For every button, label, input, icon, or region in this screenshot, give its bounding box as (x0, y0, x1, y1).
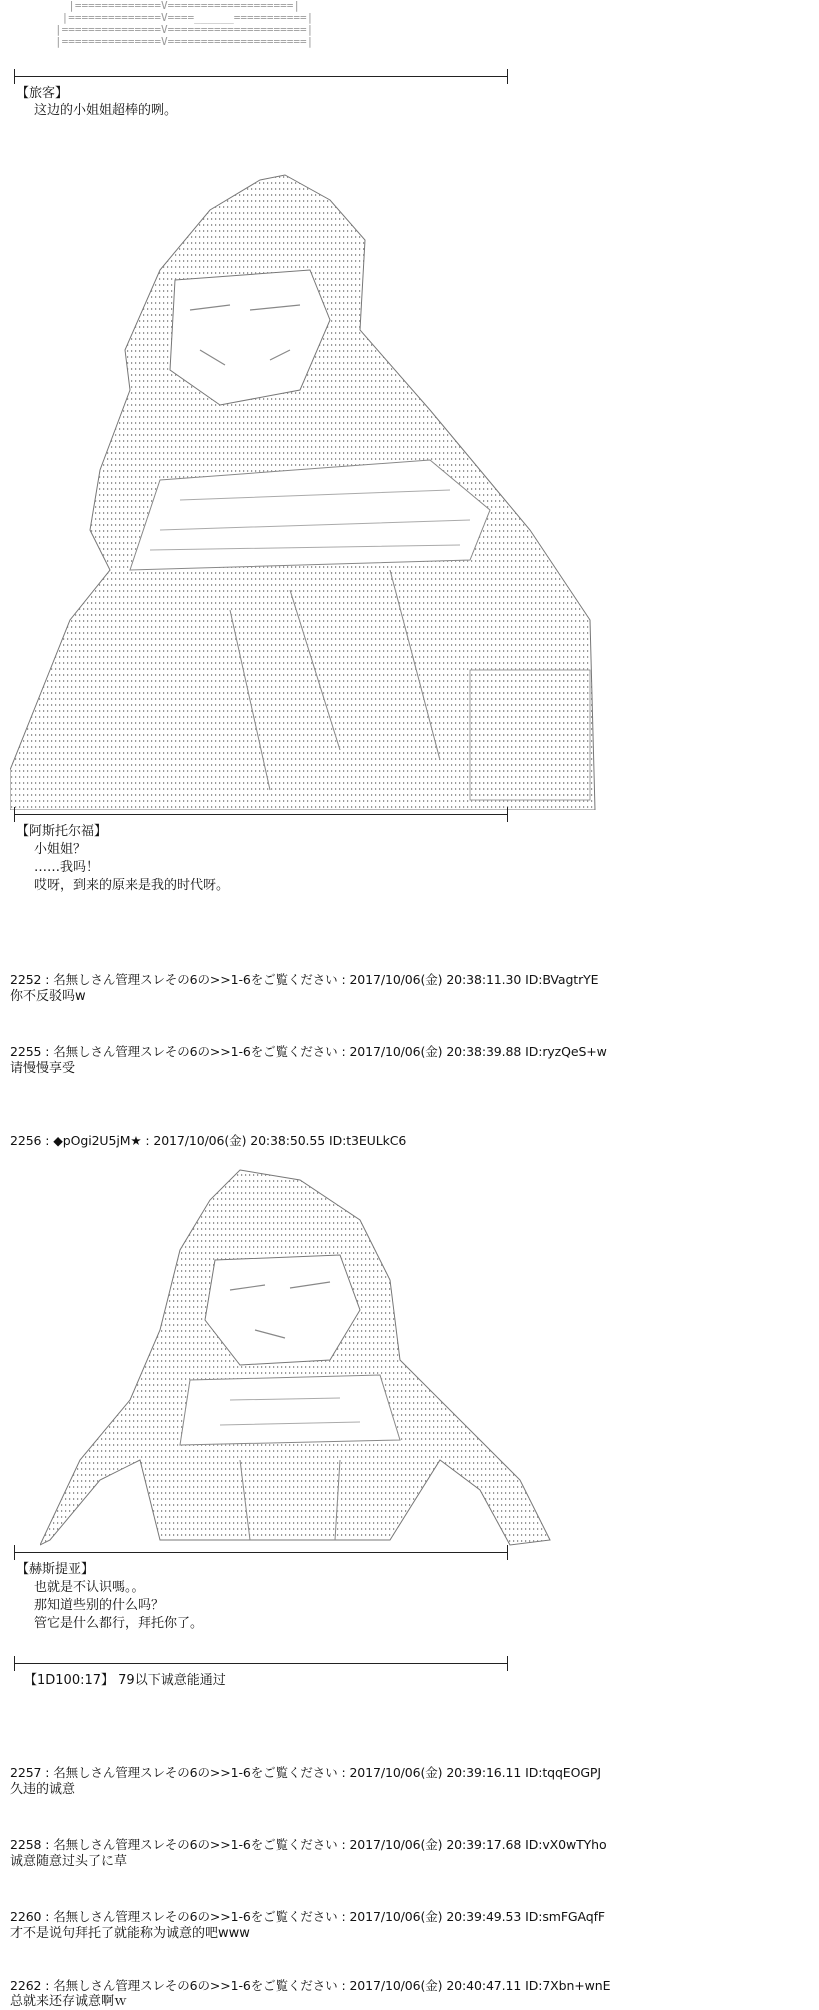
dialogue-line: 哎呀，到来的原来是我的时代呀。 (34, 878, 230, 893)
post-header: 2252 : 名無しさん管理スレその6の>>1-6をご覧ください : 2017/10/06(金) 20:38:11.30 ID:BVagtrYE (10, 972, 599, 987)
post-comment: 你不反驳吗w (10, 989, 86, 1004)
divider (14, 1552, 508, 1553)
speaker-label: 【旅客】 (16, 86, 69, 101)
post-header: 2262 : 名無しさん管理スレその6の>>1-6をご覧ください : 2017/10/06(金) 20:40:47.11 ID:7Xbn+wnE (10, 1978, 611, 1993)
dialogue-line: 管它是什么都行，拜托你了。 (34, 1616, 204, 1631)
ascii-art-figure-hestia (40, 1160, 560, 1550)
ascii-art-top (55, 0, 515, 68)
dialogue-line: 也就是不认识嗎。。 (34, 1580, 145, 1595)
ascii-art-top-line: |==============V====______===========| (55, 11, 314, 24)
post-header: 2258 : 名無しさん管理スレその6の>>1-6をご覧ください : 2017/10/06(金) 20:39:17.68 ID:vX0wTYho (10, 1837, 607, 1852)
post-comment: 总就来还存诚意啊ｗ (10, 1994, 128, 2009)
dialogue-line: 小姐姐？ (34, 842, 87, 857)
divider (14, 76, 508, 77)
speaker-label: 【阿斯托尔福】 (16, 824, 108, 839)
post-header: 2260 : 名無しさん管理スレその6の>>1-6をご覧ください : 2017/10/06(金) 20:39:49.53 ID:smFGAqfF (10, 1909, 605, 1924)
post-comment: 才不是说句拜托了就能称为诚意的吧www (10, 1926, 250, 1941)
divider (14, 814, 508, 815)
divider (14, 1663, 508, 1664)
post-header: 2255 : 名無しさん管理スレその6の>>1-6をご覧ください : 2017/10/06(金) 20:38:39.88 ID:ryzQeS+w (10, 1044, 607, 1059)
post-comment: 请慢慢享受 (10, 1061, 76, 1076)
post-comment: 诚意随意过头了に草 (10, 1854, 128, 1869)
dialogue-line: ……我吗！ (34, 860, 100, 875)
post-header: 2257 : 名無しさん管理スレその6の>>1-6をご覧ください : 2017/10/06(金) 20:39:16.11 ID:tqqEOGPJ (10, 1765, 601, 1780)
dialogue-line: 这边的小姐姐超棒的咧。 (34, 103, 178, 118)
post-comment: 久违的诚意 (10, 1782, 76, 1797)
dialogue-line: 那知道些别的什么吗？ (34, 1598, 165, 1613)
ascii-art-top-line: |===============V=====================| (55, 23, 314, 36)
dice-roll-result: 【1D100:17】 79以下诚意能通过 (24, 1673, 226, 1688)
speaker-label: 【赫斯提亚】 (16, 1562, 95, 1577)
post-header: 2256 : ◆pOgi2U5jM★ : 2017/10/06(金) 20:38:50.55 ID:t3EULkC6 (10, 1133, 407, 1148)
ascii-art-top-line: |===============V=====================| (55, 35, 314, 48)
ascii-art-top-line: |=============V===================| (55, 0, 301, 12)
ascii-art-figure-astolfo (10, 150, 600, 810)
